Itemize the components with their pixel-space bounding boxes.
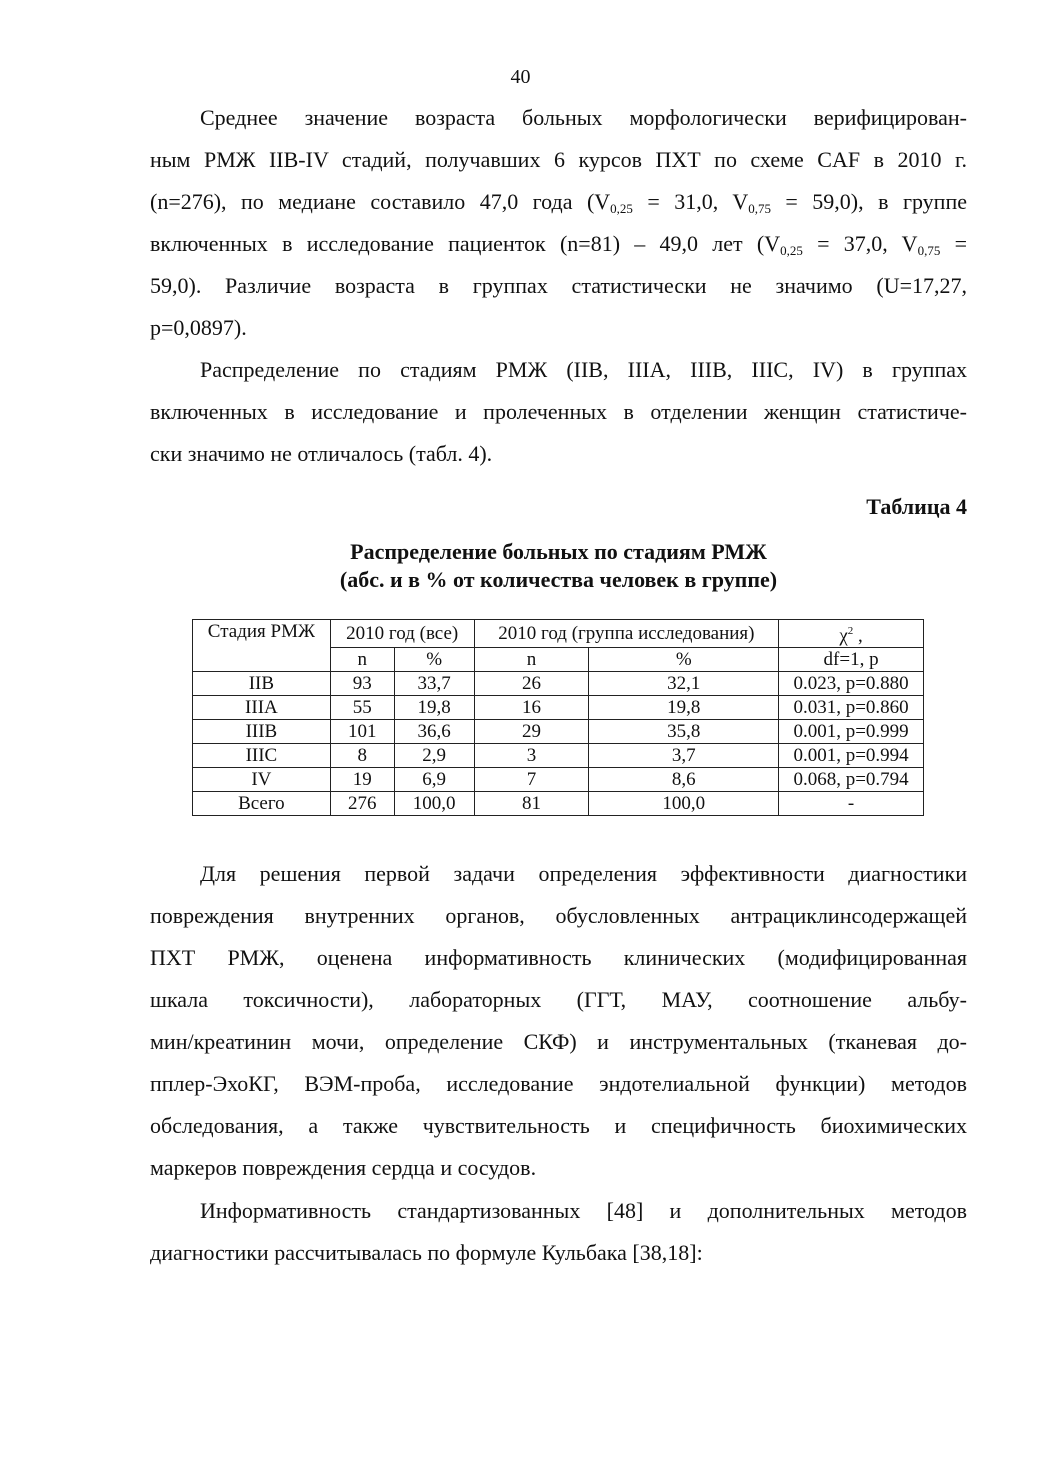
text-line: ПХТ РМЖ, оценена информативность клинических (модифицированная [150, 945, 967, 970]
cell-pct-study: 3,7 [589, 744, 779, 768]
header-df: df=1, p [779, 648, 924, 672]
table-row [193, 744, 924, 768]
text-line: p=0,0897). [150, 315, 247, 340]
paragraph-stages [150, 349, 967, 475]
cell-chi: 0.031, p=0.860 [779, 696, 924, 720]
table-title-line: Распределение больных по стадиям РМЖ [350, 539, 767, 564]
cell-pct-study: 32,1 [589, 672, 779, 696]
table-row [193, 720, 924, 744]
header-n: n [474, 648, 589, 672]
cell-n-all: 101 [330, 720, 394, 744]
cell-n-study: 7 [474, 768, 589, 792]
subscript: 0,75 [917, 243, 941, 258]
cell-n-study: 16 [474, 696, 589, 720]
table-row [193, 672, 924, 696]
cell-stage: IV [193, 768, 331, 792]
text-line [150, 181, 967, 223]
cell-pct-all: 19,8 [394, 696, 474, 720]
header-stage: Стадия РМЖ [193, 620, 331, 672]
cell-pct-all: 6,9 [394, 768, 474, 792]
cell-n-all: 93 [330, 672, 394, 696]
text-line: ным РМЖ IIB-IV стадий, получавших 6 курсов ПХТ по схеме CAF в 2010 г. [150, 147, 967, 172]
chi-tail: , [853, 625, 863, 647]
cell-pct-study: 19,8 [589, 696, 779, 720]
cell-stage: Всего [193, 792, 331, 816]
table-row [193, 696, 924, 720]
cell-n-study: 26 [474, 672, 589, 696]
cell-pct-all: 100,0 [394, 792, 474, 816]
cell-n-study: 81 [474, 792, 589, 816]
stage-distribution-table [192, 619, 924, 816]
text-line: шкала токсичности), лабораторных (ГГТ, МАУ, соотношение альбу- [150, 987, 967, 1012]
header-n: n [330, 648, 394, 672]
cell-n-all: 276 [330, 792, 394, 816]
text-line: ски значимо не отличалось (табл. 4). [150, 441, 493, 466]
cell-chi: 0.001, p=0.994 [779, 744, 924, 768]
cell-chi: 0.068, p=0.794 [779, 768, 924, 792]
text-fragment: = 31,0, V [632, 189, 749, 214]
chi-symbol: χ [839, 625, 848, 647]
table-header-row [193, 620, 924, 648]
cell-pct-all: 2,9 [394, 744, 474, 768]
subscript: 0,75 [748, 201, 771, 216]
cell-n-study: 29 [474, 720, 589, 744]
table-title-line: (абс. и в % от количества человек в группе) [339, 567, 778, 592]
text-line: Информативность стандартизованных [48] и дополнительных методов [200, 1198, 967, 1223]
header-chi-square [779, 620, 924, 648]
cell-pct-study: 100,0 [589, 792, 779, 816]
cell-pct-all: 36,6 [394, 720, 474, 744]
cell-n-all: 55 [330, 696, 394, 720]
header-percent: % [589, 648, 779, 672]
cell-stage: IIB [193, 672, 331, 696]
subscript: 0,25 [780, 243, 803, 258]
table-title [150, 538, 967, 594]
text-fragment: = [940, 231, 967, 256]
text-line: Распределение по стадиям РМЖ (IIB, IIIA, IIIB, IIIC, IV) в группах [200, 357, 967, 382]
text-line: повреждения внутренних органов, обусловленных антрациклинсодержащей [150, 903, 967, 928]
cell-n-study: 3 [474, 744, 589, 768]
header-all-2010: 2010 год (все) [330, 620, 474, 648]
text-line: 59,0). Различие возраста в группах статистически не значимо (U=17,27, [150, 273, 967, 298]
header-study-group-2010: 2010 год (группа исследования) [474, 620, 779, 648]
text-line [150, 223, 967, 265]
text-line: включенных в исследование и пролеченных в отделении женщин статистиче- [150, 399, 967, 424]
cell-chi: 0.023, p=0.880 [779, 672, 924, 696]
paragraph-diagnostics [150, 853, 967, 1189]
table-row [193, 768, 924, 792]
cell-chi: - [779, 792, 924, 816]
text-line: Для решения первой задачи определения эффективности диагностики [200, 861, 967, 886]
text-line: обследования, а также чувствительность и специфичность биохимических [150, 1113, 967, 1138]
cell-pct-study: 8,6 [589, 768, 779, 792]
text-fragment: = 37,0, V [802, 231, 918, 256]
paragraph-informativeness [150, 1190, 967, 1274]
page-number: 40 [510, 66, 531, 88]
table-total-row [193, 792, 924, 816]
chi-superscript: 2 [847, 625, 854, 637]
text-line: мин/креатинин мочи, определение СКФ) и инструментальных (тканевая до- [150, 1029, 967, 1054]
text-line: маркеров повреждения сердца и сосудов. [150, 1155, 537, 1180]
cell-stage: IIIB [193, 720, 331, 744]
text-fragment: включенных в исследование пациенток (n=81) – 49,0 лет (V [150, 231, 781, 256]
text-line: пплер-ЭхоКГ, ВЭМ-проба, исследование эндотелиальной функции) методов [150, 1071, 967, 1096]
table-label: Таблица 4 [866, 494, 967, 519]
cell-n-all: 8 [330, 744, 394, 768]
cell-stage: IIIC [193, 744, 331, 768]
text-line: Среднее значение возраста больных морфологически верифицирован- [200, 105, 967, 130]
subscript: 0,25 [610, 201, 633, 216]
cell-pct-study: 35,8 [589, 720, 779, 744]
text-line: диагностики рассчитывалась по формуле Кульбака [38,18]: [150, 1240, 703, 1265]
cell-n-all: 19 [330, 768, 394, 792]
cell-stage: IIIA [193, 696, 331, 720]
paragraph-age [150, 97, 967, 349]
header-percent: % [394, 648, 474, 672]
cell-chi: 0.001, p=0.999 [779, 720, 924, 744]
text-fragment: = 59,0), в группе [770, 189, 967, 214]
text-fragment: (n=276), по медиане составило 47,0 года (V [150, 189, 611, 214]
cell-pct-all: 33,7 [394, 672, 474, 696]
